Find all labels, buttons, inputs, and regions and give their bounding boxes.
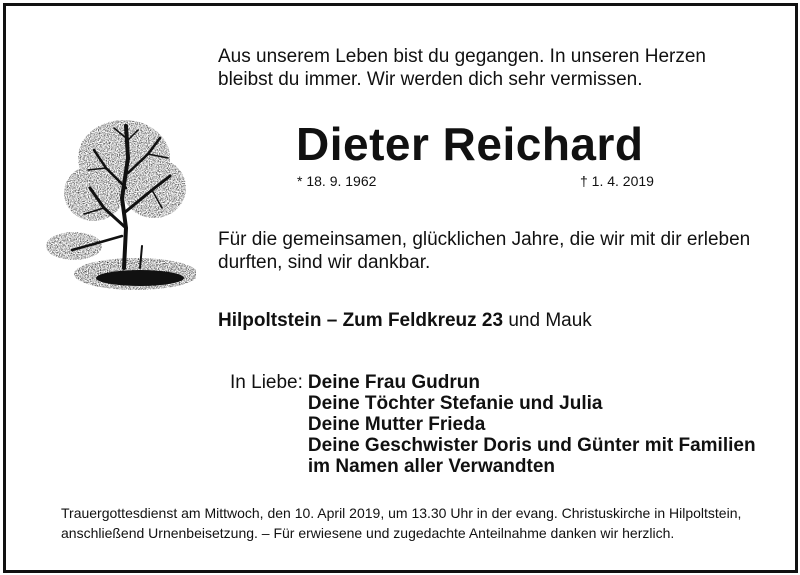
mourner-name: Deine Frau Gudrun: [307, 372, 480, 393]
mourner-name: Deine Töchter Stefanie und Julia: [307, 393, 603, 414]
birth-date: * 18. 9. 1962: [297, 173, 377, 189]
address-rest: und Mauk: [503, 310, 592, 331]
tree-illustration: [44, 118, 196, 294]
mourner-name: Deine Geschwister Doris und Günter mit Familien: [307, 435, 756, 456]
mourner-name: im Namen aller Verwandten: [307, 456, 555, 477]
mourners-block: [230, 372, 756, 477]
service-note: Trauergottesdienst am Mittwoch, den 10. April 2019, um 13.30 Uhr in der evang. Christuskirche in Hilpoltstein, anschließend Urnenbeisetzung. – Für erwiesene und zugedachte Anteilnahme danken wir herzlich.: [61, 505, 742, 541]
address-line: [218, 310, 592, 332]
intro-quote: Aus unserem Leben bist du gegangen. In unseren Herzen bleibst du immer. Wir werden dich sehr vermissen.: [218, 46, 706, 90]
deceased-name: Dieter Reichard: [296, 118, 644, 170]
address-bold: Hilpoltstein – Zum Feldkreuz 23: [218, 310, 504, 331]
death-date: † 1. 4. 2019: [580, 173, 654, 189]
mourner-name: Deine Mutter Frieda: [307, 414, 486, 435]
mourners-label: In Liebe:: [230, 372, 303, 393]
gratitude-text: Für die gemeinsamen, glücklichen Jahre, die wir mit dir erleben durften, sind wir dankbar.: [218, 229, 751, 273]
